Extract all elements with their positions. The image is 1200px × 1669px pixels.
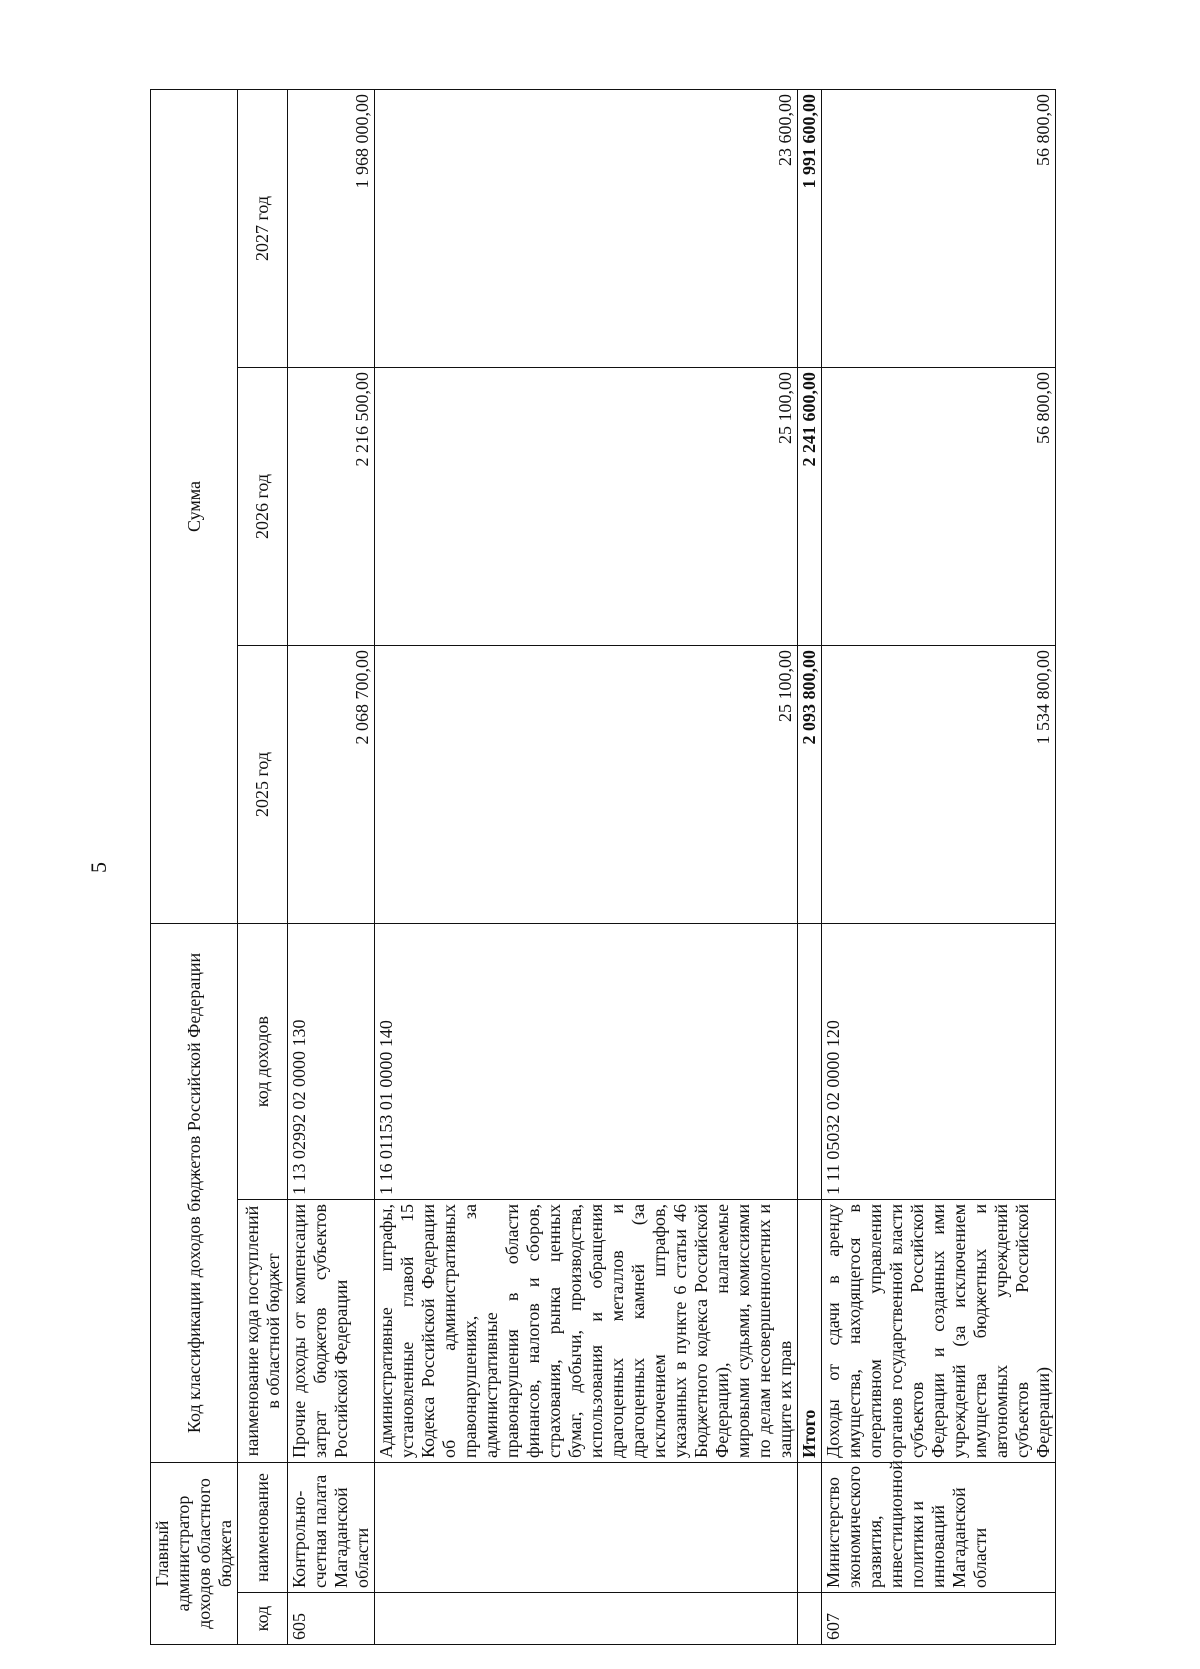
header-year-2026: 2026 год [238,368,288,646]
admin-name-cell: Контрольно-счетная палата Магаданской области [288,1463,375,1593]
header-sum-group: Сумма [151,89,238,923]
revenue-name-cell: Доходы от сдачи в аренду имущества, находящегося в оперативном управлении органов государственной власти субъектов Российской Федерации и созданных ими учреждений (за исключением имущества бюджетных и автономных учреждений субъектов Российской Федерации) [822,1200,1056,1463]
header-code: код [238,1593,288,1645]
amount-2027-cell: 23 600,00 [375,89,798,367]
admin-name-cell [375,1463,798,1593]
amount-2027-cell: 56 800,00 [822,89,1056,367]
total-label: Итого [798,1200,822,1463]
header-revenue-code: код доходов [238,924,288,1200]
total-2027-cell: 1 991 600,00 [798,89,822,367]
admin-name-cell: Министерство экономического развития, инвестиционной политики и инноваций Магаданской области [822,1463,1056,1593]
table-row [288,89,375,1644]
header-row-bottom [238,89,288,1644]
header-row-top [151,89,238,1644]
header-classification-group: Код классификации доходов бюджетов Российской Федерации [151,924,238,1463]
amount-2025-cell: 25 100,00 [375,646,798,924]
total-row [798,89,822,1644]
revenue-code-cell: 1 11 05032 02 0000 120 [822,924,1056,1200]
header-year-2027: 2027 год [238,89,288,367]
revenue-code-cell: 1 16 01153 01 0000 140 [375,924,798,1200]
amount-2025-cell: 1 534 800,00 [822,646,1056,924]
amount-2025-cell: 2 068 700,00 [288,646,375,924]
admin-code-cell: 605 [288,1593,375,1645]
table-row [822,89,1056,1644]
total-2025-cell: 2 093 800,00 [798,646,822,924]
amount-2026-cell: 25 100,00 [375,368,798,646]
revenue-name-cell: Административные штрафы, установленные главой 15 Кодекса Российской Федерации об административных правонарушениях, за административные правонарушения в области финансов, налогов и сборов, страхования, рынка ценных бумаг, добычи, производства, использования и обращения драгоценных металлов и драгоценных камней (за исключением штрафов, указанных в пункте 6 статьи 46 Бюджетного кодекса Российской Федерации), налагаемые мировыми судьями, комиссиями по делам несовершеннолетних и защите их прав [375,1200,798,1463]
table-row [375,89,798,1644]
header-year-2025: 2025 год [238,646,288,924]
amount-2027-cell: 1 968 000,00 [288,89,375,367]
total-2026-cell: 2 241 600,00 [798,368,822,646]
header-revenue-name: наименование кода поступлений в областной бюджет [238,1200,288,1463]
admin-code-cell [375,1593,798,1645]
admin-code-cell: 607 [822,1593,1056,1645]
page-number: 5 [86,862,111,873]
header-admin-group: Главный администратор доходов областного бюджета [151,1463,238,1645]
header-name: наименование [238,1463,288,1593]
revenue-code-cell: 1 13 02992 02 0000 130 [288,924,375,1200]
revenue-name-cell: Прочие доходы от компенсации затрат бюджетов субъектов Российской Федерации [288,1200,375,1463]
revenue-table [150,89,1056,1645]
rotated-document-page [86,90,1053,1645]
amount-2026-cell: 56 800,00 [822,368,1056,646]
amount-2026-cell: 2 216 500,00 [288,368,375,646]
